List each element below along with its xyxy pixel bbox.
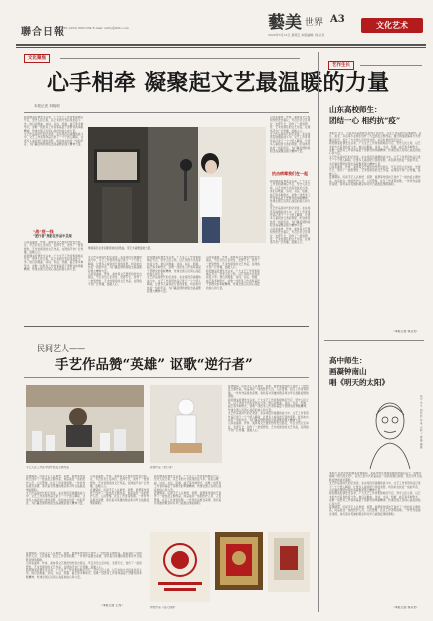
article-body: 山东省曲协、作协、美协等文艺组织纷纷发出倡议，号召会员立足岗位、发挥专长，创作了一批思想性、艺术性俱佳的文艺作品，在网络平台广泛传播，温暖人心。 疫情期间，民间手艺人以剪纸、泥塑、面塑等传统技艺创作了一批抗疫主题作品，向奋战在一线的医护人员、人民警察、社区工作者等致敬。一件件作品饱含深情，寄托着对英雄的敬意和对早日战胜疫情的期盼。 (90, 475, 150, 506)
artisan-graphic (26, 385, 144, 463)
subhead: “战”疫一线 “逆行者”身影在作品中呈现 (33, 229, 72, 238)
recording-studio-photo (88, 127, 266, 243)
page-number: A3 (330, 14, 345, 25)
folk-headline: 手艺作品赞“英雄” 讴歌“逆行者” (55, 357, 253, 373)
byline: （本报记者 徐从龙） (392, 330, 420, 333)
artwork-graphic (268, 532, 310, 592)
studio-scene-graphic (88, 127, 266, 243)
article-body: 疫情期间，民间手艺人以剪纸、泥塑、面塑等传统技艺创作了一批抗疫主题作品，向奋战在一线的医护人员、人民警察、社区工作者等致敬。一件件作品饱含深情，寄托着对英雄的敬意和对早日战胜疫情的期盼。 山东省曲协、作协、美协等文艺组织纷纷发出倡议，号召会员立足岗位、发挥专长，创作了一批思想性、艺术性俱佳的文艺作品，在网络平台广泛传播，温暖人心。 新冠肺炎疫情发生以来，广大文艺工作者积极响应号召，坚守人民立场，以艺术的方式投身抗疫斗争。他们以歌曲、诗词、书法、绘画、曲艺等多种形式，讴歌一线医务工作者和基层干部群众的奉献精神，传递全国人民同心战疫的信心和力量。 (26, 552, 142, 579)
right-headline-1: 山东高校师生： 团结一心 相约抗“疫” (329, 105, 401, 125)
section-name: 藝美 (268, 13, 302, 33)
right-headline-2: 高中师生： 画凝钟南山 唱《明天的太阳》 (329, 356, 389, 387)
article-body: 新冠肺炎疫情发生以来，广大文艺工作者积极响应号召，坚守人民立场，以艺术的方式投身抗疫斗争。他们以歌曲、诗词、书法、绘画、曲艺等多种形式，讴歌一线医务工作者和基层干部群众的奉献精神，传递全国人民同心战疫的信心和力量。 文艺作品是时代的记录者。在这场没有硝烟的战斗中，文艺工作者用作品记录下一个个感人瞬间，让更多人看到逆行者的身影，听到来自抗疫一线的声音，为打赢疫情防控阻击战凝聚起强大精神力量。 (24, 116, 84, 147)
article-body: 疫情期间，民间手艺人以剪纸、泥塑、面塑等传统技艺创作了一批抗疫主题作品，向奋战在一线的医护人员、人民警察、社区工作者等致敬。一件件作品饱含深情，寄托着对英雄的敬意和对早日战胜疫情的期盼。 文艺作品是时代的记录者。在这场没有硝烟的战斗中，文艺工作者用作品记录下一个个感人瞬间，让更多人看到逆行者的身影，听到来自抗疫一线的声音，为打赢疫情防控阻击战凝聚起强大精神力量。 (26, 475, 86, 506)
article-body: 疫情期间，民间手艺人以剪纸、泥塑、面塑等传统技艺创作了一批抗疫主题作品，向奋战在一线的医护人员、人民警察、社区工作者等致敬。一件件作品饱含深情，寄托着对英雄的敬意和对早日战胜疫情的期盼。 新冠肺炎疫情发生以来，广大文艺工作者积极响应号召，坚守人民立场，以艺术的方式投身抗疫斗争。他们以歌曲、诗词、书法、绘画、曲艺等多种形式，讴歌一线医务工作者和基层干部群众的奉献精神，传递全国人民同心战疫的信心和力量。 文艺作品是时代的记录者。在这场没有硝烟的战斗中，文艺工作者用作品记录下一个个感人瞬间，让更多人看到逆行者的身影，听到来自抗疫一线的声音，为打赢疫情防控阻击战凝聚起强大精神力量。 山东省曲协、作协、美协等文艺组织纷纷发出倡议，号召会员立足岗位、发挥专长，创作了一批思想性、艺术性俱佳的文艺作品，在网络平台广泛传播，温暖人心。 (228, 385, 309, 433)
sketch-graphic (360, 393, 420, 469)
section-world: 世界 (305, 18, 324, 28)
divider (24, 112, 309, 113)
header-rule (16, 44, 426, 46)
figurine-photo (150, 385, 222, 463)
byline: （本报记者 王涛） (100, 604, 125, 607)
right-section-tag (328, 62, 354, 68)
column-divider (318, 52, 319, 612)
artwork-photo (268, 532, 310, 592)
header-rule-thin (16, 47, 426, 48)
header-date: 2020年3月13日 星期五 本版编辑: 徐从龙 (268, 33, 325, 37)
portrait-sketch (360, 393, 420, 469)
papercut-photo (150, 532, 210, 602)
header-meta: TEL:(053) 6601234 E-mail: unity@lhrb.com (62, 26, 129, 30)
divider (24, 377, 309, 378)
newspaper-brand: 聯合日報 (21, 27, 65, 38)
article-body: 山东省曲协、作协、美协等文艺组织纷纷发出倡议，号召会员立足岗位、发挥专长，创作了一批思想性、艺术性俱佳的文艺作品，在网络平台广泛传播，温暖人心。 新冠肺炎疫情发生以来，广大文艺工作者积极响应号召，坚守人民立场，以艺术的方式投身抗疫斗争。他们以歌曲、诗词、书法、绘画、曲艺等多种形式，讴歌一线医务工作者和基层干部群众的奉献精神，传递全国人民同心战疫的信心和力量。 (206, 256, 260, 290)
artisan-photo (26, 385, 144, 463)
photo-caption: 泥塑作品《逆行者》 (150, 466, 175, 469)
right-article-body: 本报讯 近日，山东多所高校师生发挥专业优势，以文艺作品助力疫情防控。音乐、美术、书法等专业师生创作了大量抗疫主题作品，通过网络展演等方式传播正能量，表达了与全国人民同舟共济、共克时艰的坚定信念。 新冠肺炎疫情发生以来，广大文艺工作者积极响应号召，坚守人民立场，以艺术的方式投身抗疫斗争。他们以歌曲、诗词、书法、绘画、曲艺等多种形式，讴歌一线医务工作者和基层干部群众的奉献精神，传递全国人民同心战疫的信心和力量。 文艺作品是时代的记录者。在这场没有硝烟的战斗中，文艺工作者用作品记录下一个个感人瞬间，让更多人看到逆行者的身影，听到来自抗疫一线的声音，为打赢疫情防控阻击战凝聚起强大精神力量。 山东省曲协、作协、美协等文艺组织纷纷发出倡议，号召会员立足岗位、发挥专长，创作了一批思想性、艺术性俱佳的文艺作品，在网络平台广泛传播，温暖人心。 疫情期间，民间手艺人以剪纸、泥塑、面塑等传统技艺创作了一批抗疫主题作品，向奋战在一线的医护人员、人民警察、社区工作者等致敬。一件件作品饱含深情，寄托着对英雄的敬意和对早日战胜疫情的期盼。 (329, 132, 422, 187)
papercut-graphic (150, 532, 210, 602)
framed-papercut-photo (215, 532, 263, 590)
article-body: 山东省曲协、作协、美协等文艺组织纷纷发出倡议，号召会员立足岗位、发挥专长，创作了一批思想性、艺术性俱佳的文艺作品，在网络平台广泛传播，温暖人心。 新冠肺炎疫情发生以来，广大文艺工作者积极响应号召，坚守人民立场，以艺术的方式投身抗疫斗争。他们以歌曲、诗词、书法、绘画、曲艺等多种形式，讴歌一线医务工作者和基层干部群众的奉献精神，传递全国人民同心战疫的信心和力量。 (24, 241, 84, 272)
photo-caption: 剪纸作品《武汉加油》 (150, 606, 177, 609)
section-logo: 文化艺术 (361, 18, 423, 33)
section-divider (24, 326, 309, 327)
portrait-caption: 高中学生创作的钟南山院士素描画像 (420, 395, 423, 450)
folk-kicker: 民间艺人—— (37, 344, 85, 353)
figurine-graphic (150, 385, 222, 463)
right-article-body: 本报讯 在抗击新冠肺炎疫情期间，某高中师生用画笔描绘钟南山院士，用歌声唱响《明天的太阳》，以自己的方式向奋战在一线的英雄们致敬，表达对早日战胜疫情的美好期盼。 文艺作品是时代的记录者。在这场没有硝烟的战斗中，文艺工作者用作品记录下一个个感人瞬间，让更多人看到逆行者的身影，听到来自抗疫一线的声音，为打赢疫情防控阻击战凝聚起强大精神力量。 新冠肺炎疫情发生以来，广大文艺工作者积极响应号召，坚守人民立场，以艺术的方式投身抗疫斗争。他们以歌曲、诗词、书法、绘画、曲艺等多种形式，讴歌一线医务工作者和基层干部群众的奉献精神，传递全国人民同心战疫的信心和力量。 疫情期间，民间手艺人以剪纸、泥塑、面塑等传统技艺创作了一批抗疫主题作品，向奋战在一线的医护人员、人民警察、社区工作者等致敬。一件件作品饱含深情，寄托着对英雄的敬意和对早日战胜疫情的期盼。 (329, 472, 422, 516)
photo-caption: 手艺人在工作室中创作抗疫主题作品 (26, 466, 70, 469)
photo-caption: 歌唱演员在录音棚录制抗疫歌曲，用艺术凝聚温暖力量。 (88, 247, 153, 250)
article-body: 新冠肺炎疫情发生以来，广大文艺工作者积极响应号召，坚守人民立场，以艺术的方式投身抗疫斗争。他们以歌曲、诗词、书法、绘画、曲艺等多种形式，讴歌一线医务工作者和基层干部群众的奉献精神，传递全国人民同心战疫的信心和力量。 疫情期间，民间手艺人以剪纸、泥塑、面塑等传统技艺创作了一批抗疫主题作品，向奋战在一线的医护人员、人民警察、社区工作者等致敬。一件件作品饱含深情，寄托着对英雄的敬意和对早日战胜疫情的期盼。 (154, 475, 222, 506)
section-tag (24, 55, 50, 61)
article-body: 新冠肺炎疫情发生以来，广大文艺工作者积极响应号召，坚守人民立场，以艺术的方式投身抗疫斗争。他们以歌曲、诗词、书法、绘画、曲艺等多种形式，讴歌一线医务工作者和基层干部群众的奉献精神，传递全国人民同心战疫的信心和力量。 文艺作品是时代的记录者。在这场没有硝烟的战斗中，文艺工作者用作品记录下一个个感人瞬间，让更多人看到逆行者的身影，听到来自抗疫一线的声音，为打赢疫情防控阻击战凝聚起强大精神力量。 山东省曲协、作协、美协等文艺组织纷纷发出倡议，号召会员立足岗位、发挥专长，创作了一批思想性、艺术性俱佳的文艺作品，在网络平台广泛传播，温暖人心。 (270, 180, 311, 245)
divider (324, 340, 424, 341)
article-body: 山东省曲协、作协、美协等文艺组织纷纷发出倡议，号召会员立足岗位、发挥专长，创作了一批思想性、艺术性俱佳的文艺作品，在网络平台广泛传播，温暖人心。 文艺作品是时代的记录者。在这场没有硝烟的战斗中，文艺工作者用作品记录下一个个感人瞬间，让更多人看到逆行者的身影，听到来自抗疫一线的声音，为打赢疫情防控阻击战凝聚起强大精神力量。 (270, 116, 311, 154)
right-section-tag-label: 艺作生长 (328, 61, 354, 70)
section-tag-label: 文化聚焦 (24, 54, 50, 63)
main-headline: 心手相牵 凝聚起文艺最温暖的力量 (47, 70, 390, 96)
divider (360, 65, 422, 66)
divider (60, 58, 300, 59)
byline: （本报记者 徐从龙） (392, 606, 420, 609)
article-body: 新冠肺炎疫情发生以来，广大文艺工作者积极响应号召，坚守人民立场，以艺术的方式投身抗疫斗争。他们以歌曲、诗词、书法、绘画、曲艺等多种形式，讴歌一线医务工作者和基层干部群众的奉献精神，传递全国人民同心战疫的信心和力量。 文艺作品是时代的记录者。在这场没有硝烟的战斗中，文艺工作者用作品记录下一个个感人瞬间，让更多人看到逆行者的身影，听到来自抗疫一线的声音，为打赢疫情防控阻击战凝聚起强大精神力量。 (147, 256, 201, 294)
subhead: 抗击病毒我们在一起 (272, 171, 308, 176)
article-body: 文艺作品是时代的记录者。在这场没有硝烟的战斗中，文艺工作者用作品记录下一个个感人瞬间，让更多人看到逆行者的身影，听到来自抗疫一线的声音，为打赢疫情防控阻击战凝聚起强大精神力量。 山东省曲协、作协、美协等文艺组织纷纷发出倡议，号召会员立足岗位、发挥专长，创作了一批思想性、艺术性俱佳的文艺作品，在网络平台广泛传播，温暖人心。 (88, 256, 142, 287)
byline: 本报记者 刘晓明 (34, 104, 60, 108)
frame-graphic (215, 532, 263, 590)
